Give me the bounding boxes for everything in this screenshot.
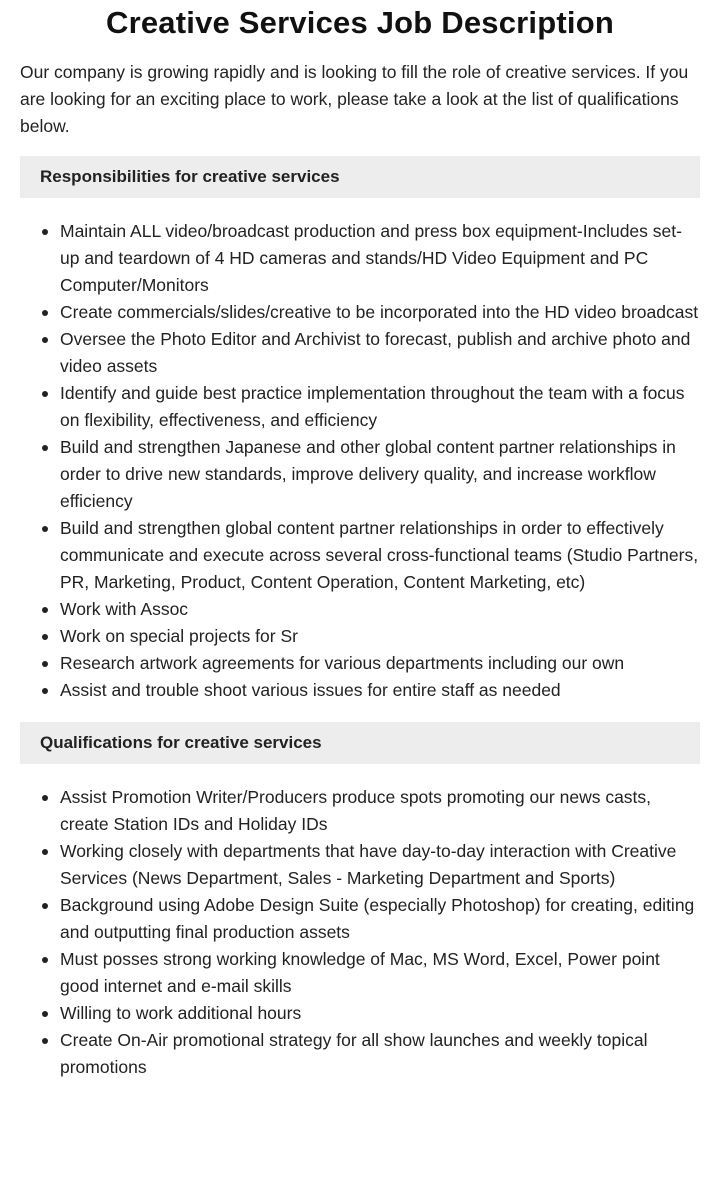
responsibilities-heading: Responsibilities for creative services <box>20 156 700 198</box>
list-item: Oversee the Photo Editor and Archivist to forecast, publish and archive photo and video assets <box>60 326 700 380</box>
list-item: Assist and trouble shoot various issues for entire staff as needed <box>60 677 700 704</box>
list-item: Research artwork agreements for various departments including our own <box>60 650 700 677</box>
list-item: Background using Adobe Design Suite (especially Photoshop) for creating, editing and outputting final production assets <box>60 892 700 946</box>
list-item: Must posses strong working knowledge of Mac, MS Word, Excel, Power point good internet and e-mail skills <box>60 946 700 1000</box>
page-title: Creative Services Job Description <box>106 5 614 40</box>
list-item: Work on special projects for Sr <box>60 623 700 650</box>
list-item: Build and strengthen global content partner relationships in order to effectively communicate and execute across several cross-functional teams (Studio Partners, PR, Marketing, Product, Content Operation, Content Marketing, etc) <box>60 515 700 596</box>
list-item: Create On-Air promotional strategy for all show launches and weekly topical promotions <box>60 1027 700 1081</box>
qualifications-heading: Qualifications for creative services <box>20 722 700 764</box>
intro-paragraph: Our company is growing rapidly and is looking to fill the role of creative services. If you are looking for an exciting place to work, please take a look at the list of qualifications below. <box>20 62 689 136</box>
list-item: Work with Assoc <box>60 596 700 623</box>
list-item: Build and strengthen Japanese and other global content partner relationships in order to drive new standards, improve delivery quality, and increase workflow efficiency <box>60 434 700 515</box>
responsibilities-section <box>20 156 700 722</box>
list-item: Working closely with departments that have day-to-day interaction with Creative Services (News Department, Sales - Marketing Department and Sports) <box>60 838 700 892</box>
list-item: Maintain ALL video/broadcast production and press box equipment-Includes set-up and teardown of 4 HD cameras and stands/HD Video Equipment and PC Computer/Monitors <box>60 218 700 299</box>
list-item: Willing to work additional hours <box>60 1000 700 1027</box>
responsibilities-list <box>20 198 700 722</box>
qualifications-section <box>20 722 700 1099</box>
qualifications-list <box>20 764 700 1099</box>
list-item: Create commercials/slides/creative to be incorporated into the HD video broadcast <box>60 299 700 326</box>
list-item: Assist Promotion Writer/Producers produce spots promoting our news casts, create Station IDs and Holiday IDs <box>60 784 700 838</box>
list-item: Identify and guide best practice implementation throughout the team with a focus on flexibility, effectiveness, and efficiency <box>60 380 700 434</box>
